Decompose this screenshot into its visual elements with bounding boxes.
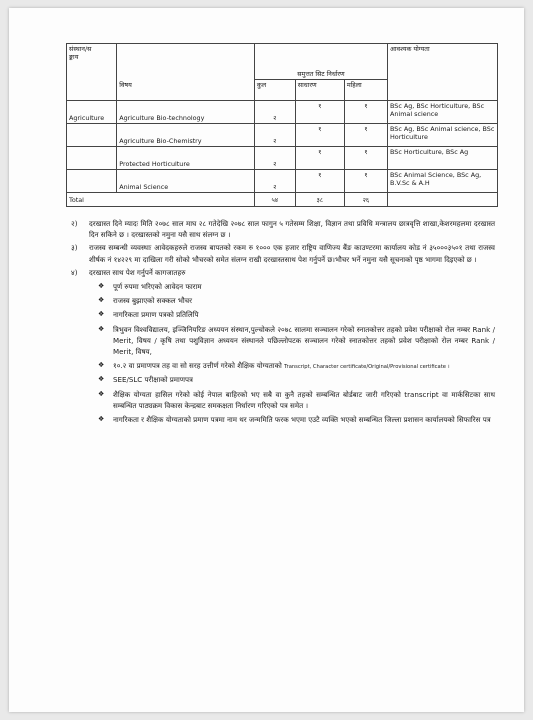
diamond-bullet-icon: ❖ bbox=[98, 296, 105, 305]
paragraph-text: राजस्व सम्बन्धी व्यवस्थाः आवेदकहरुले राजस्व बापतको रकम रु १००० एक हजार राष्ट्रिय वाणिज्य बैंङ काउण्टरमा कार्यालय कोड नं ३५०००३५०१ तथा राजस्व शीर्षक नं १४२२९ मा दाखिला गरी सोको भौचरको समेत संलग्न राखी दरखास्तसाथ पेश गर्नुपर्ने छ।भौचर भर्ने नमुना यसै सूचनाको पृष्ठ भागमा दिइएको छ । bbox=[89, 243, 495, 264]
list-item-text: १०.२ वा प्रमाणपत्र तह वा सो सरह उत्तीर्ण गरेको शैक्षिक योग्यताको bbox=[113, 361, 282, 371]
list-item-text: पूर्ण रुपमा भरिएको आवेदन फाराम bbox=[113, 282, 202, 292]
list-item bbox=[67, 324, 495, 358]
list-item bbox=[67, 295, 495, 306]
list-item bbox=[67, 360, 495, 371]
list-item bbox=[67, 389, 495, 411]
paragraph-number: ४) bbox=[71, 267, 78, 277]
cell-general: १ bbox=[295, 101, 344, 124]
cell-qualification: BSc Ag, BSc Animal science, BSc Horticulture bbox=[388, 124, 498, 147]
header-subject: विषय bbox=[117, 80, 255, 101]
paragraph bbox=[67, 218, 495, 240]
diamond-bullet-icon: ❖ bbox=[98, 415, 105, 424]
header-subject-top bbox=[117, 44, 255, 80]
total-seats: ५४ bbox=[254, 193, 295, 207]
paragraph bbox=[67, 242, 495, 264]
paragraph-number: ३) bbox=[71, 243, 78, 253]
diamond-bullet-icon: ❖ bbox=[98, 375, 105, 384]
list-item bbox=[67, 374, 495, 385]
cell-subject: Protected Horticulture bbox=[117, 147, 255, 170]
header-institution: संस्थान/स ङ्काय bbox=[67, 44, 117, 101]
list-item-text: नागरिकता र शैक्षिक योग्यताको प्रमाण पत्रमा नाम थर जन्ममिति फरक भएमा एउटै व्यक्ति भएको सम्बन्धित जिल्ला प्रशासन कार्यालयको सिफारिस पत्र bbox=[113, 415, 491, 425]
list-item-small-text: Transcript, Character certificate/Original/Provisional certificate । bbox=[284, 364, 450, 371]
total-women: २६ bbox=[344, 193, 387, 207]
paragraph-text: दरखास्त साथ पेश गर्नुपर्ने कागजातहरु bbox=[89, 267, 186, 277]
paragraph-number: २) bbox=[71, 219, 78, 228]
cell-subject: Agriculture Bio-technology bbox=[117, 101, 255, 124]
diamond-bullet-icon: ❖ bbox=[98, 324, 105, 333]
table-header-row bbox=[67, 44, 498, 80]
diamond-bullet-icon: ❖ bbox=[98, 310, 105, 319]
cell-qualification: BSc Horticulture, BSc Ag bbox=[388, 147, 498, 170]
cell-women: १ bbox=[344, 170, 387, 193]
cell-total: २ bbox=[254, 147, 295, 170]
cell-women: १ bbox=[344, 101, 387, 124]
paragraph-text: दरखास्त दिने म्यादः मिति २०७८ साल माघ २८ गतेदेखि २०७८ साल फागुन ५ गतेसम्म शिक्षा, विज्ञान तथा प्रविधि मन्त्रालय छात्रवृत्ति शाखा,केशरमहलमा दरखास्त दिन सकिने छ । दरखास्तको नमुना यसै साथ संलग्न छ । bbox=[89, 219, 495, 240]
cell-total: २ bbox=[254, 124, 295, 147]
table-row bbox=[67, 101, 498, 124]
cell-subject: Agriculture Bio-Chemistry bbox=[117, 124, 255, 147]
cell-total: २ bbox=[254, 170, 295, 193]
cell-general: १ bbox=[295, 124, 344, 147]
total-general: ३८ bbox=[295, 193, 344, 207]
seat-allocation-table bbox=[66, 43, 498, 207]
cell-total: २ bbox=[254, 101, 295, 124]
header-general: साधारण bbox=[295, 80, 344, 101]
header-seat-allocation: समुत्तत सिट निर्धारण bbox=[254, 44, 387, 80]
document-page bbox=[9, 8, 524, 712]
cell-general: १ bbox=[295, 170, 344, 193]
list-item-text: नागरिकता प्रमाण पत्रको प्रतिलिपि bbox=[113, 310, 199, 320]
list-item-text: राजस्व बुझाएको सक्कल भौचर bbox=[113, 296, 193, 306]
total-qualification-empty bbox=[388, 193, 498, 207]
table-row bbox=[67, 147, 498, 170]
diamond-bullet-icon: ❖ bbox=[98, 389, 105, 398]
list-item bbox=[67, 309, 495, 320]
diamond-bullet-icon: ❖ bbox=[98, 282, 105, 291]
paragraph bbox=[67, 267, 495, 278]
cell-institution: Agriculture bbox=[67, 101, 117, 124]
cell-institution bbox=[67, 147, 117, 170]
cell-qualification: BSc Animal Science, BSc Ag, B.V.Sc & A.H bbox=[388, 170, 498, 193]
header-qualification: आवश्यक योग्यता bbox=[388, 44, 498, 101]
total-label: Total bbox=[67, 193, 255, 207]
header-women: महिला bbox=[344, 80, 387, 101]
cell-qualification: BSc Ag, BSc Horticulture, BSc Animal science bbox=[388, 101, 498, 124]
table-total-row bbox=[67, 193, 498, 207]
list-item bbox=[67, 414, 495, 425]
list-item-text: SEE/SLC परीक्षाको प्रमाणपत्र bbox=[113, 375, 193, 385]
cell-women: १ bbox=[344, 147, 387, 170]
cell-institution bbox=[67, 170, 117, 193]
cell-general: १ bbox=[295, 147, 344, 170]
list-item-text: शैक्षिक योग्यता हासिल गरेको कोई नेपाल बाहिरको भए सबै वा कुनै तहको सम्बन्धित बोर्डबाट जारी गरिएको transcript वा मार्कसिटका साथ सम्बन्धित पाठ्यक्रम विकास केन्द्रबाट समकक्षता निर्धारण गरिएको पत्र समेत । bbox=[113, 389, 495, 410]
notice-body bbox=[67, 218, 495, 428]
list-item-text: त्रिभुवन विश्वविद्यालय, इञ्जिनियरिङ अध्ययन संस्थान,पुल्चोकले २०७८ सालमा सञ्चालन गरेको स्नातकोत्तर तहको प्रवेश परीक्षाको रोल नम्बर Rank / Merit, विषय / कृषि तथा पशुविज्ञान अध्ययन संस्थानले पछिल्लोपटक सञ्चालन गरेको स्नातकोत्तर तहको प्रवेश परीक्षाको रोल नम्बर Rank / Merit, विषय, bbox=[113, 324, 495, 357]
table-row bbox=[67, 170, 498, 193]
cell-subject: Animal Science bbox=[117, 170, 255, 193]
cell-women: १ bbox=[344, 124, 387, 147]
cell-institution bbox=[67, 124, 117, 147]
list-item bbox=[67, 281, 495, 292]
table-row bbox=[67, 124, 498, 147]
header-total: कुल bbox=[254, 80, 295, 101]
diamond-bullet-icon: ❖ bbox=[98, 361, 105, 370]
